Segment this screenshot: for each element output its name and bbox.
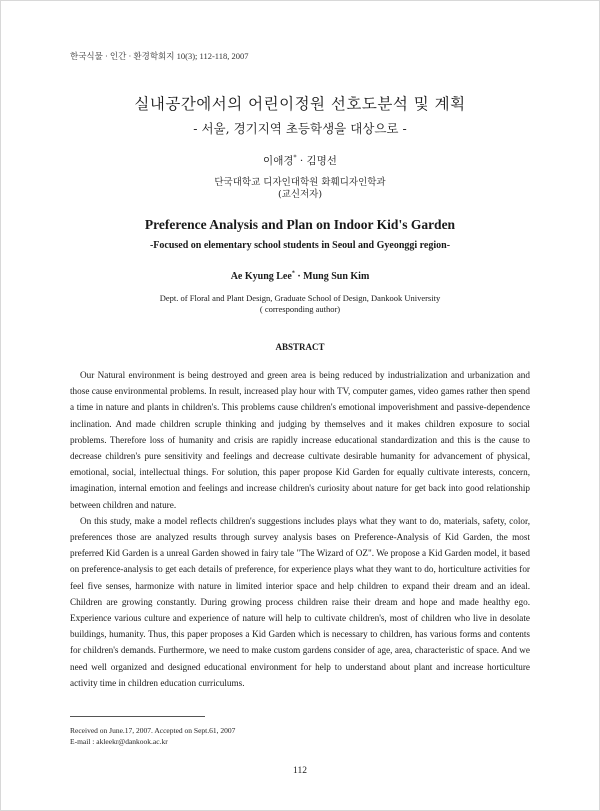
abstract-paragraph-2: On this study, make a model reflects children's suggestions includes plays what they want to do, materials, safety, color, preferences those are analyzed results through survey analysis bases on Preference-Analysis of Kid Garden, the most preferred Kid Garden is a unreal Garden showed in fairy tale "The Wizard of OZ". We propose a Kid Garden model, it based on preference-analysis to get each details of preference, for experience plays what they want to do, horticulture activities for feel five senses, harmonize with nature in limited interior space and help children to expand their dream and an ideal. Children are growing constantly. During growing process children raise their dream and hope and made healthy ego. Experience various culture and experience of nature will help to cultivate children's, most of children who live in desolate buildings, humanity. Thus, this paper proposes a Kid Garden which is necessary to children, has various forms and contents for children's demands. Furthermore, we need to make custom gardens consider of age, area, characteristic of space. And we need well organized and designed educational environment for help to understand about plant and increase horticulture activity time in children education curriculums. bbox=[70, 515, 530, 688]
page-number: 112 bbox=[293, 766, 307, 776]
korean-authors bbox=[0, 153, 600, 168]
email-note: E-mail : akleekr@dankook.ac.kr bbox=[70, 736, 168, 746]
affiliation-en-line1: Dept. of Floral and Plant Design, Graduate School of Design, Dankook University bbox=[159, 293, 441, 303]
english-title: Preference Analysis and Plan on Indoor Kid's Garden bbox=[144, 217, 456, 232]
author2-name-en: Mung Sun Kim bbox=[303, 271, 370, 282]
author2-name-ko: 김명선 bbox=[306, 155, 337, 167]
abstract-body bbox=[70, 367, 530, 691]
english-subtitle: -Focused on elementary school students in Seoul and Gyeonggi region- bbox=[149, 240, 451, 251]
korean-title: 실내공간에서의 어린이정원 선호도분석 및 계획 bbox=[134, 95, 466, 113]
english-authors bbox=[0, 271, 600, 282]
author1-name-en: Ae Kyung Lee bbox=[230, 271, 292, 282]
abstract-heading: ABSTRACT bbox=[275, 342, 325, 352]
author1-name-ko: 이애경 bbox=[263, 155, 294, 167]
corresponding-mark-ko: * bbox=[293, 154, 297, 162]
english-affiliation bbox=[0, 293, 600, 315]
received-date-note: Received on June.17, 2007. Accepted on Sept.61, 2007 bbox=[70, 726, 236, 735]
footnote bbox=[70, 726, 235, 747]
affiliation-ko-line2: (교신저자) bbox=[277, 189, 323, 200]
abstract-paragraph-1: Our Natural environment is being destroyed and green area is being reduced by industrialization and urbanization and those cause environmental problems. In result, increased play hour with TV, computer games, video games rather then spend a time in nature and plants in children's. This problems cause children's emotional impoverishment and passive-dependence inclination. And made children scruple thinking and judging by themselves and it makes children exposure to social problems. Therefore loss of humanity and crisis are rapidly increase educational standardization and this is the cause to decrease children's pure sensitivity and feelings and decrease cultivate desirable humanity for advancement of physical, emotional, social, intellectual things. For solution, this paper propose Kid Garden for equally cultivate interests, concern, imagination, internal emotion and feelings and increase children's curiosity about nature for get back into good relationship between children and nature. bbox=[70, 370, 530, 510]
corresponding-mark-en: * bbox=[291, 270, 295, 277]
author-separator-en: · bbox=[294, 271, 304, 282]
affiliation-ko-line1: 단국대학교 디자인대학원 화훼디자인학과 bbox=[214, 177, 386, 188]
korean-affiliation bbox=[0, 177, 600, 201]
korean-subtitle: - 서울, 경기지역 초등학생을 대상으로 - bbox=[193, 121, 407, 136]
author-separator-ko: · bbox=[296, 155, 307, 167]
footnote-divider bbox=[70, 716, 205, 717]
affiliation-en-line2: ( corresponding author) bbox=[259, 304, 341, 314]
journal-header: 한국식물 · 인간 · 환경학회지 10(3); 112-118, 2007 bbox=[70, 51, 249, 61]
